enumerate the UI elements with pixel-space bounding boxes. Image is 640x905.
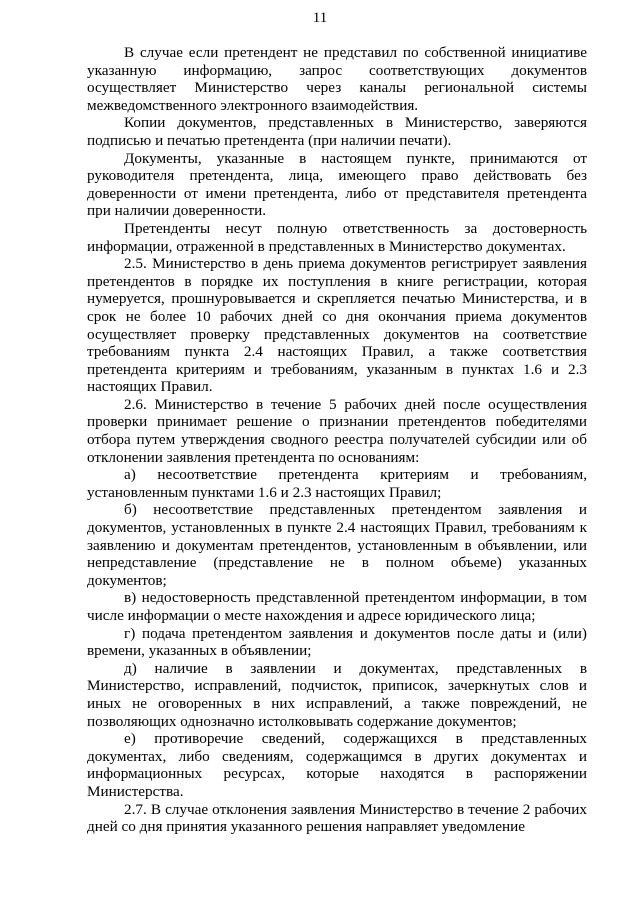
paragraph-info-request: В случае если претендент не представил по собственной инициативе указанную информацию, запрос соответствующих документов осуществляет Министерство через каналы региональной системы межведомственного электронного взаимодействия. — [87, 44, 587, 114]
list-item-a: а) несоответствие претендента критериям и требованиям, установленным пунктами 1.6 и 2.3 настоящих Правил; — [87, 466, 587, 501]
document-body — [87, 44, 587, 836]
paragraph-section-2-6: 2.6. Министерство в течение 5 рабочих дней после осуществления проверки принимает решение о признании претендентов победителями отбора путем утверждения сводного реестра получателей субсидии или об отклонении заявления претендента по основаниям: — [87, 395, 587, 466]
list-item-e: е) противоречие сведений, содержащихся в представленных документах, либо сведениям, содержащимся в других документах и информационных ресурсах, которые находятся в распоряжении Министерства. — [87, 730, 587, 800]
list-item-b: б) несоответствие представленных претендентом заявления и документов, установленных в пункте 2.4 настоящих Правил, требованиям к заявлению и документам претендентов, установленным в объявлении, или непредставление (представление не в полном объеме) указанных документов; — [87, 501, 587, 589]
paragraph-copies-certification: Копии документов, представленных в Министерство, заверяются подписью и печатью претендента (при наличии печати). — [87, 114, 587, 149]
paragraph-section-2-7: 2.7. В случае отклонения заявления Министерство в течение 2 рабочих дней со дня принятия указанного решения направляет уведомление — [87, 800, 587, 836]
paragraph-section-2-5: 2.5. Министерство в день приема документов регистрирует заявления претендентов в порядке их поступления в книге регистрации, которая нумеруется, прошнуровывается и скрепляется печатью Министерства, и в срок не более 10 рабочих дней со дня окончания приема документов осуществляет проверку представленных документов на соответствие требованиям пункта 2.4 настоящих Правил, а также соответствия претендента критериям и требованиям, указанным в пунктах 1.6 и 2.3 настоящих Правил. — [87, 255, 587, 396]
list-item-g: г) подача претендентом заявления и документов после даты и (или) времени, указанных в объявлении; — [87, 624, 587, 660]
paragraph-responsibility: Претенденты несут полную ответственность за достоверность информации, отраженной в представленных в Министерство документах. — [87, 219, 587, 255]
list-item-d: д) наличие в заявлении и документах, представленных в Министерство, исправлений, подчисток, приписок, зачеркнутых слов и иных не оговоренных в них исправлений, а также повреждений, не позволяющих однозначно истолковывать содержание документов; — [87, 659, 587, 730]
paragraph-documents-acceptance: Документы, указанные в настоящем пункте, принимаются от руководителя претендента, лица, имеющего право действовать без доверенности от имени претендента, либо от представителя претендента при наличии доверенности. — [87, 149, 587, 220]
page-number: 11 — [312, 10, 328, 26]
list-item-v: в) недостоверность представленной претендентом информации, в том числе информации о месте нахождения и адресе юридического лица; — [87, 589, 587, 624]
